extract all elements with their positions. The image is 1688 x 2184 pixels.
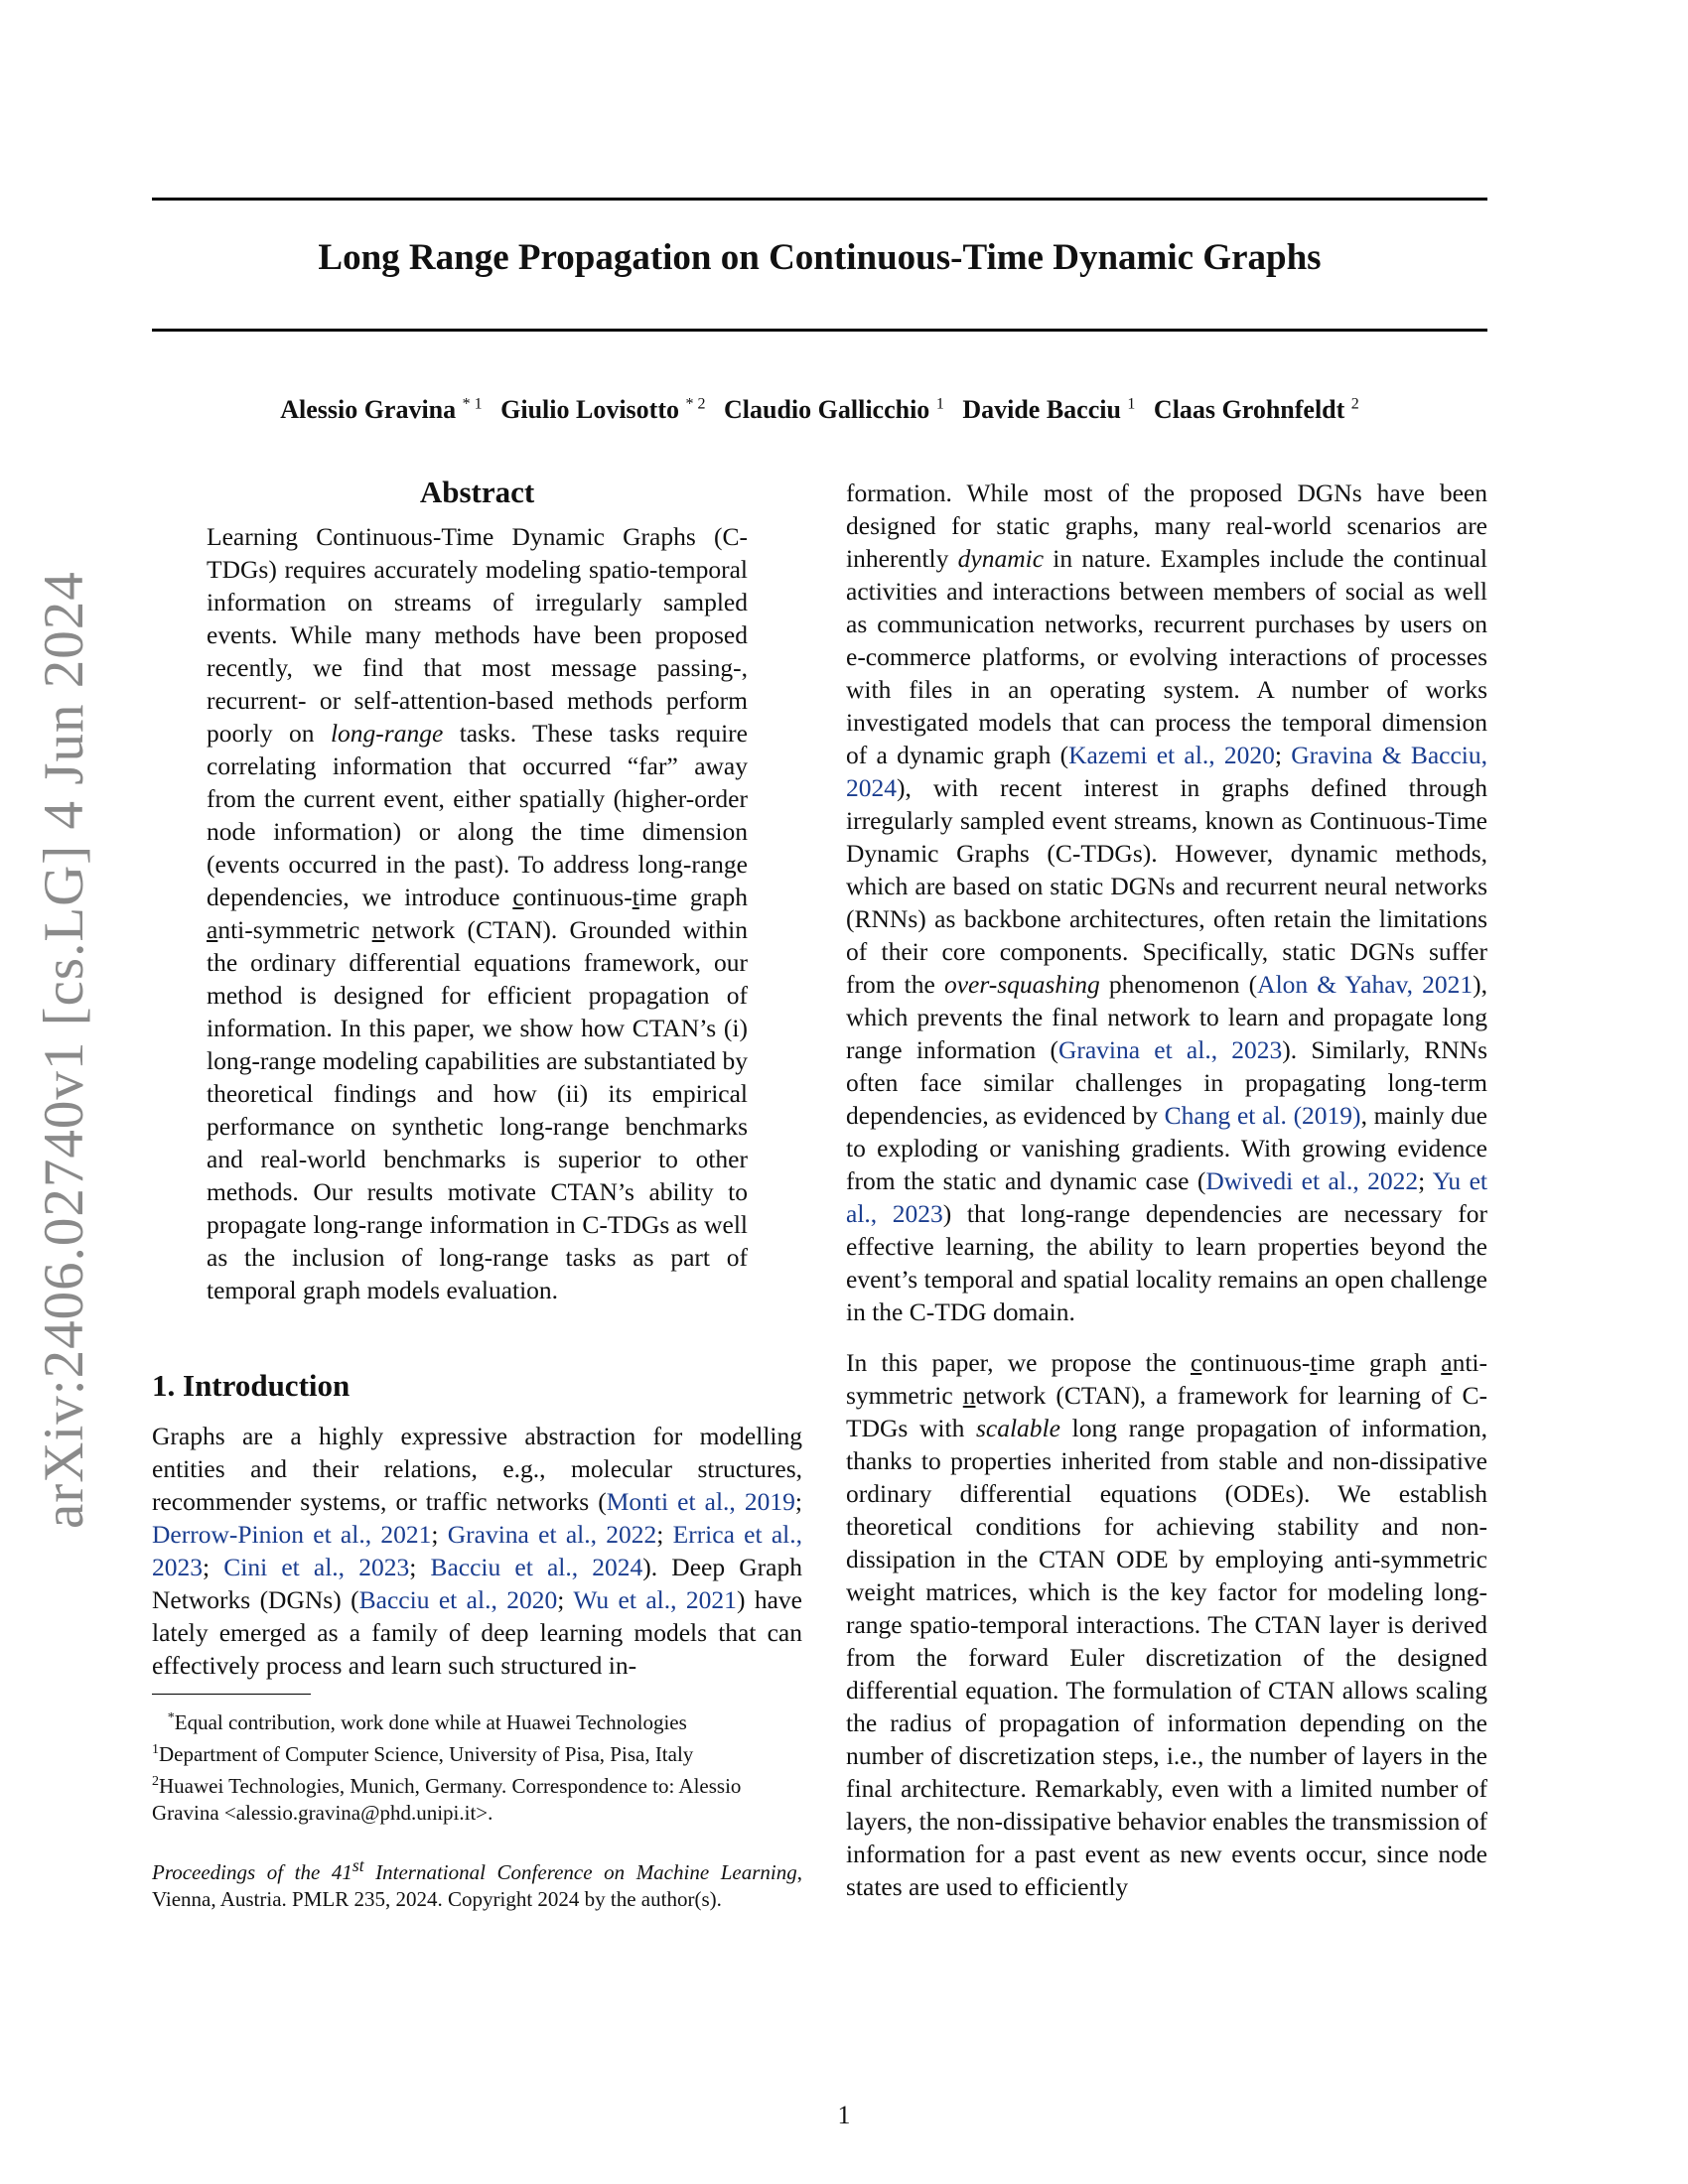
- citation-link[interactable]: Errica et al., 2023: [152, 1520, 803, 1581]
- author-name: Davide Bacciu: [962, 394, 1121, 424]
- author: [962, 395, 1135, 424]
- author-affiliation: * 2: [685, 395, 706, 412]
- citation-link[interactable]: Yu et al., 2023: [846, 1166, 1488, 1228]
- citation-link[interactable]: Wu et al., 2021: [573, 1585, 737, 1614]
- author: [1154, 395, 1359, 424]
- author-affiliation: * 1: [462, 395, 483, 412]
- author-name: Claas Grohnfeldt: [1153, 394, 1345, 424]
- intro-paragraph: Graphs are a highly expressive abstraction for modelling entities and their relations, e.g., molecular structures, recommender systems, or traffic networks (Monti et al., 2019; Derrow-Pinion et al., 2021; Gravina et al., 2022; Errica et al., 2023; Cini et al., 2023; Bacciu et al., 2024). Deep Graph Networks (DGNs) (Bacciu et al., 2020; Wu et al., 2021) have lately emerged as a family of deep learning models that can effectively process and learn such structured in-: [152, 1422, 803, 1680]
- author-list: [152, 387, 1487, 427]
- citation-link[interactable]: Dwivedi et al., 2022: [1205, 1166, 1419, 1195]
- author-affiliation: 2: [1350, 395, 1359, 412]
- citation-link[interactable]: Gravina et al., 2023: [1057, 1035, 1283, 1064]
- author: [280, 395, 482, 424]
- citation-link[interactable]: Cini et al., 2023: [223, 1553, 410, 1581]
- author: [724, 395, 944, 424]
- citation-link[interactable]: Gravina et al., 2022: [447, 1520, 657, 1549]
- author-affiliation: 1: [1127, 395, 1136, 412]
- abstract-text: Learning Continuous-Time Dynamic Graphs (C-TDGs) requires accurately modeling spatio-temporal information on streams of irregularly sampled events. While many methods have been proposed recently, we find that most message passing-, recurrent- or self-attention-based methods perform poorly on long-range tasks. These tasks require correlating information that occurred “far” away from the current event, either spatially (higher-order node information) or along the time dimension (events occurred in the past). To address long-range dependencies, we introduce continuous-time graph anti-symmetric network (CTAN). Grounded within the ordinary differential equations framework, our method is designed for efficient propagation of information. In this paper, we show how CTAN’s (i) long-range modeling capabilities are substantiated by theoretical findings and how (ii) its empirical performance on synthetic long-range benchmarks and real-world benchmarks is superior to other methods. Our results motivate CTAN’s ability to propagate long-range information in C-TDGs as well as the inclusion of long-range tasks as part of temporal graph models evaluation.: [207, 522, 748, 1304]
- page-number: 1: [837, 2101, 851, 2129]
- footnote-rule: [152, 1694, 311, 1695]
- contribution-paragraph: In this paper, we propose the continuous-time graph anti-symmetric network (CTAN), a framework for learning of C-TDGs with scalable long range propagation of information, thanks to properties inherited from stable and non-dissipative ordinary differential equations (ODEs). We establish theoretical conditions for achieving stability and non-dissipation in the CTAN ODE by employing anti-symmetric weight matrices, which is the key factor for modeling long-range spatio-temporal interactions. The CTAN layer is derived from the forward Euler discretization of the designed differential equation. The formulation of CTAN allows scaling the radius of propagation of information depending on the number of discretization steps, i.e., the number of layers in the final architecture. Remarkably, even with a limited number of layers, the non-dissipative behavior enables the transmission of information for a past event as new events occur, since node states are used to efficiently: [846, 1348, 1487, 1901]
- title-rule-top: [152, 198, 1487, 201]
- paper-title: Long Range Propagation on Continuous-Time Dynamic Graphs: [318, 237, 1322, 278]
- left-column: [152, 473, 802, 1913]
- title-rule-bottom: [152, 329, 1487, 332]
- footnote-affiliation-1: $^1$Department of Computer Science, University of Pisa, Pisa, Italy: [152, 1742, 694, 1766]
- author-name: Giulio Lovisotto: [500, 394, 679, 424]
- arxiv-stamp: arXiv:2406.02740v1 [cs.LG] 4 Jun 2024: [33, 571, 95, 1529]
- citation-link[interactable]: Chang et al. (2019): [1164, 1101, 1361, 1130]
- footnote-affiliation-2: $^2$Huawei Technologies, Munich, Germany. Correspondence to: Alessio Gravina <alessio.gravina@phd.unipi.it>.: [152, 1774, 742, 1825]
- intro-paragraph-continued: formation. While most of the proposed DGNs have been designed for static graphs, many real-world scenarios are inherently dynamic in nature. Examples include the continual activities and interactions between members of social as well as communication networks, recurrent purchases by users on e-commerce platforms, or evolving interactions of processes with files in an operating system. A number of works investigated models that can process the temporal dimension of a dynamic graph (Kazemi et al., 2020; Gravina & Bacciu, 2024), with recent interest in graphs defined through irregularly sampled event streams, known as Continuous-Time Dynamic Graphs (C-TDGs). However, dynamic methods, which are based on static DGNs and recurrent neural networks (RNNs) as backbone architectures, often retain the limitations of their core components. Specifically, static DGNs suffer from the over-squashing phenomenon (Alon & Yahav, 2021), which prevents the final network to learn and propagate long range information (Gravina et al., 2023). Similarly, RNNs often face similar challenges in propagating long-term dependencies, as evidenced by Chang et al. (2019), mainly due to exploding or vanishing gradients. With growing evidence from the static and dynamic case (Dwivedi et al., 2022; Yu et al., 2023) that long-range dependencies are necessary for effective learning, the ability to learn properties beyond the event’s temporal and spatial locality remains an open challenge in the C-TDG domain.: [846, 478, 1488, 1326]
- section-heading-introduction: 1. Introduction: [152, 1368, 351, 1403]
- citation-link[interactable]: Gravina & Bacciu, 2024: [846, 741, 1487, 802]
- author-name: Alessio Gravina: [280, 394, 457, 424]
- citation-link[interactable]: Bacciu et al., 2020: [358, 1585, 558, 1614]
- citation-link[interactable]: Alon & Yahav, 2021: [1257, 970, 1474, 999]
- author-name: Claudio Gallicchio: [724, 394, 930, 424]
- right-column: [846, 477, 1487, 1903]
- citation-link[interactable]: Derrow-Pinion et al., 2021: [152, 1520, 432, 1549]
- citation-link[interactable]: Monti et al., 2019: [606, 1487, 795, 1516]
- citation-link[interactable]: Kazemi et al., 2020: [1068, 741, 1275, 769]
- proceedings-note: Proceedings of the 41st International Conference on Machine Learning, Vienna, Austria. PMLR 235, 2024. Copyright 2024 by the author(s).: [152, 1855, 802, 1911]
- footnote-equal-contribution: *Equal contribution, work done while at Huawei Technologies: [167, 1710, 687, 1734]
- citation-link[interactable]: Bacciu et al., 2024: [430, 1553, 643, 1581]
- author: [500, 395, 705, 424]
- abstract-heading: Abstract: [419, 475, 535, 509]
- author-affiliation: 1: [935, 395, 944, 412]
